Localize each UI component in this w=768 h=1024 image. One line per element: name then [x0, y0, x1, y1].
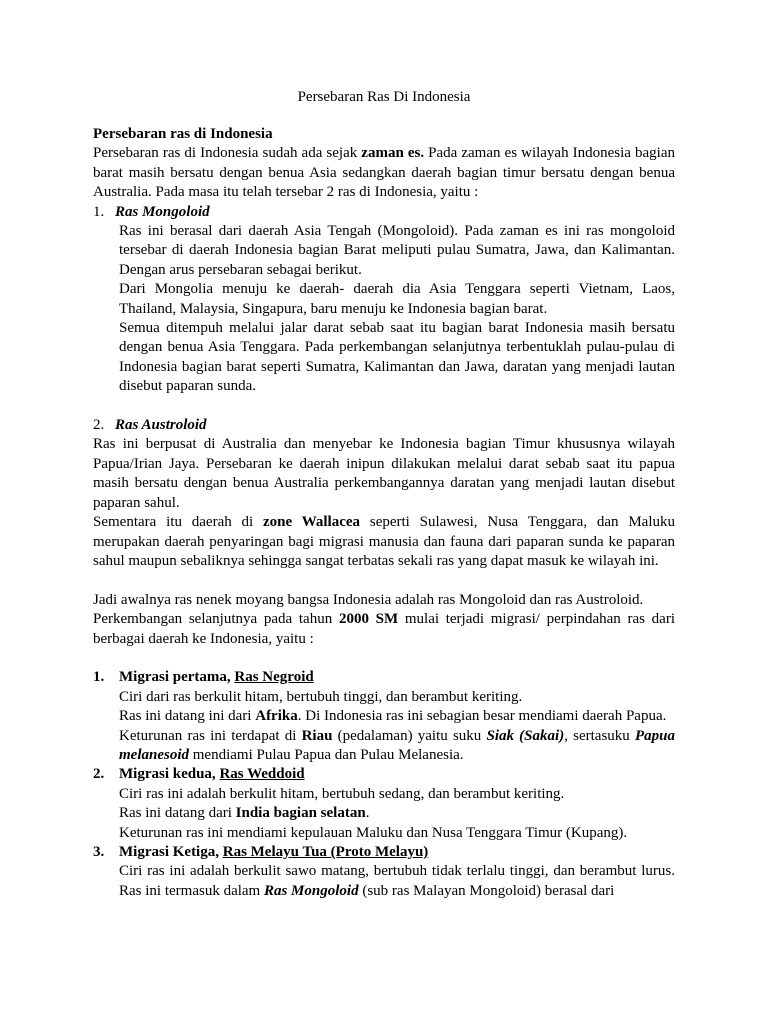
migration-item-2: 2. Migrasi kedua, Ras Weddoid Ciri ras ini adalah berkulit hitam, bertubuh sedang, dan berambut keriting. Ras ini datang dari India bagian selatan. Keturunan ras ini mendiami kepulauan Maluku dan Nusa Tenggara Timur (Kupang). [93, 766, 628, 841]
ras2-heading: 2. Ras Austroloid [93, 417, 207, 434]
ras1-paragraph-2: Dari Mongolia menuju ke daerah- daerah dia Asia Tenggara seperti Vietnam, Laos, Thailand, Malaysia, Singapura, baru menuju ke Indonesia bagian barat. [119, 281, 675, 317]
document-body [93, 125, 675, 901]
intro-paragraph: Persebaran ras di Indonesia sudah ada sejak zaman es. Pada zaman es wilayah Indonesia bagian barat masih bersatu dengan benua Asia sedangkan daerah bagian timur bersatu dengan benua Australia. Pada masa itu telah tersebar 2 ras di Indonesia, yaitu : [93, 145, 675, 201]
summary-paragraph-2: Perkembangan selanjutnya pada tahun 2000 SM mulai terjadi migrasi/ perpindahan ras dari berbagai daerah ke Indonesia, yaitu : [93, 611, 675, 647]
ras1-paragraph-1: Ras ini berasal dari daerah Asia Tengah (Mongoloid). Pada zaman es ini ras mongoloid tersebar di daerah Indonesia bagian Barat meliputi pulau Sumatra, Jawa, dan Kalimantan. Dengan arus persebaran sebagai berikut. [119, 223, 675, 278]
ras1-paragraph-3: Semua ditempuh melalui jalar darat sebab saat itu bagian barat Indonesia masih bersatu dengan benua Asia Tenggara. Pada perkembangan selanjutnya terbentuklah pulau-pulau di Indonesia bagian barat seperti Sumatra, Kalimantan dan Jawa, daratan yang menjadi lautan disebut paparan sunda. [119, 320, 675, 395]
section-heading: Persebaran ras di Indonesia [93, 126, 273, 142]
summary-paragraph-1: Jadi awalnya ras nenek moyang bangsa Indonesia adalah ras Mongoloid dan ras Austroloid. [93, 591, 644, 608]
ras1-heading: 1. Ras Mongoloid [93, 203, 210, 220]
ras2-paragraph-2: Sementara itu daerah di zone Wallacea seperti Sulawesi, Nusa Tenggara, dan Maluku merupakan daerah penyaringan bagi migrasi manusia dan fauna dari paparan sunda ke paparan sahul maupun sebaliknya sehingga sangat terbatas sekali ras yang dapat masuk ke wilayah ini. [93, 514, 676, 569]
migration-item-1: 1. Migrasi pertama, Ras Negroid Ciri dari ras berkulit hitam, bertubuh tinggi, dan berambut keriting. Ras ini datang ini dari Afrika. Di Indonesia ras ini sebagian besar mendiami daerah Papua. Keturunan ras ini terdapat di Riau (pedalaman) yaitu suku Siak (Sakai), sertasuku Papua melanesoid mendiami Pulau Papua dan Pulau Melanesia. [93, 669, 675, 763]
page-title: Persebaran Ras Di Indonesia [297, 89, 471, 105]
migration-item-3: 3. Migrasi Ketiga, Ras Melayu Tua (Proto Melayu) Ciri ras ini adalah berkulit sawo matang, bertubuh tidak terlalu tinggi, dan berambut lurus. Ras ini termasuk dalam Ras Mongoloid (sub ras Malayan Mongoloid) berasal dari [93, 843, 675, 899]
ras2-paragraph-1: Ras ini berpusat di Australia dan menyebar ke Indonesia bagian Timur khususnya wilayah Papua/Irian Jaya. Persebaran ke daerah inipun dilakukan melalui darat sebab saat itu papua masih bersatu dengan benua Australia perkembangannya daratan yang menjadi lautan disebut paparan sahul. [93, 436, 675, 511]
